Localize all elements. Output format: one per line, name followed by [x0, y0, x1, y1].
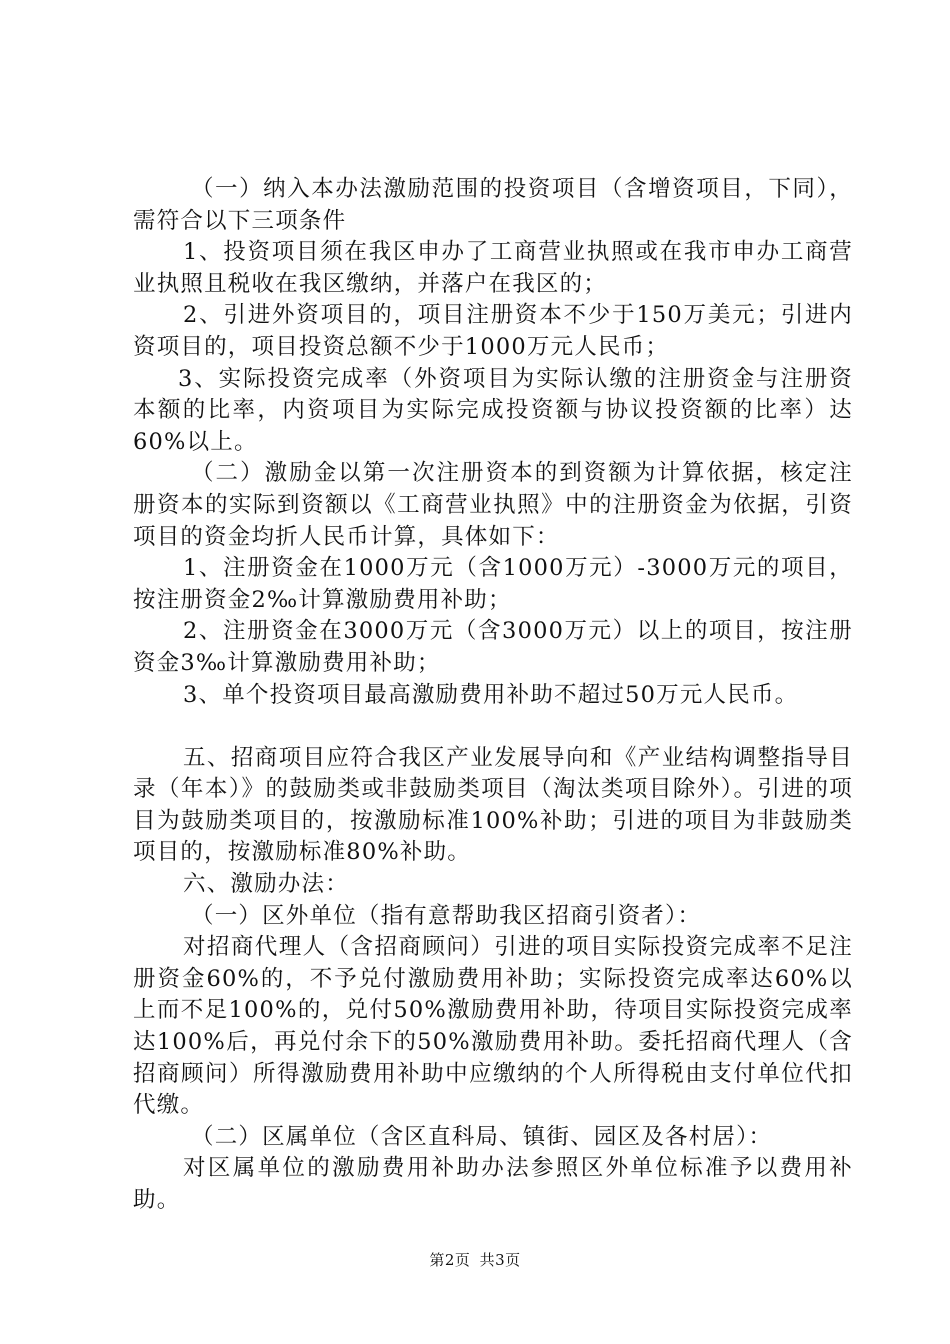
paragraph-incentive-cap: 3、单个投资项目最高激励费用补助不超过50万元人民币。: [183, 681, 799, 708]
page-number: 第2页: [429, 1251, 471, 1269]
page-footer: [0, 1249, 950, 1270]
paragraph-gap: [133, 711, 853, 743]
paragraph-condition-3: 3、实际投资完成率（外资项目为实际认缴的注册资金与注册资本额的比率，内资项目为实际完成投资额与协议投资额的比率）达60%以上。: [133, 365, 853, 455]
paragraph-section-six-heading: 六、激励办法：: [183, 871, 349, 898]
paragraph-internal-units-rules: 对区属单位的激励费用补助办法参照区外单位标准予以费用补助。: [133, 1155, 853, 1213]
paragraph-incentive-tier-1: 1、注册资金在1000万元（含1000万元）-3000万元的项目，按注册资金2‰计算激励费用补助；: [133, 555, 853, 613]
paragraph-incentive-basis: （二）激励金以第一次注册资本的到资额为计算依据，核定注册资本的实际到资额以《工商营业执照》中的注册资金为依据，引资项目的资金均折人民币计算，具体如下：: [133, 460, 853, 550]
paragraph-external-units-heading: （一）区外单位（指有意帮助我区招商引资者）：: [191, 902, 702, 929]
paragraph-investment-scope: （一）纳入本办法激励范围的投资项目（含增资项目，下同），需符合以下三项条件: [133, 176, 853, 234]
paragraph-incentive-tier-2: 2、注册资金在3000万元（含3000万元）以上的项目，按注册资金3‰计算激励费用补助；: [133, 618, 853, 676]
page-total: 共3页: [479, 1251, 521, 1269]
paragraph-internal-units-heading: （二）区属单位（含区直科局、镇街、园区及各村居）：: [191, 1123, 773, 1150]
document-body: [133, 174, 853, 1217]
paragraph-external-units-rules: 对招商代理人（含招商顾问）引进的项目实际投资完成率不足注册资金60%的，不予兑付激励费用补助；实际投资完成率达60%以上而不足100%的，兑付50%激励费用补助，待项目实际投资完成率达100%后，再兑付余下的50%激励费用补助。委托招商代理人（含招商顾问）所得激励费用补助中应缴纳的个人所得税由支付单位代扣代缴。: [133, 934, 853, 1119]
paragraph-condition-1: 1、投资项目须在我区申办了工商营业执照或在我市申办工商营业执照且税收在我区缴纳，并落户在我区的；: [133, 239, 853, 297]
paragraph-condition-2: 2、引进外资项目的，项目注册资本不少于150万美元；引进内资项目的，项目投资总额不少于1000万元人民币；: [133, 302, 853, 360]
paragraph-section-five: 五、招商项目应符合我区产业发展导向和《产业结构调整指导目录（年本）》的鼓励类或非鼓励类项目（淘汰类项目除外）。引进的项目为鼓励类项目的，按激励标准100%补助；引进的项目为非鼓励类项目的，按激励标准80%补助。: [133, 744, 853, 866]
